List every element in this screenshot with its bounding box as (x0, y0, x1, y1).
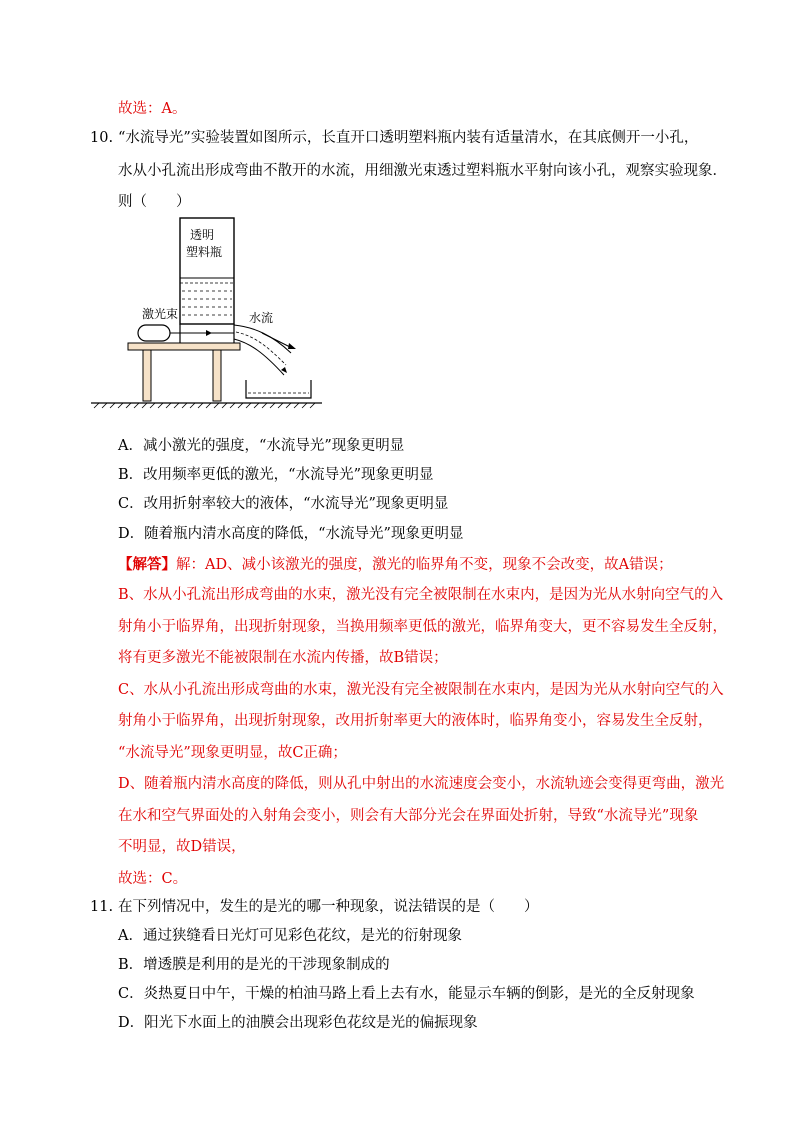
solution-final-answer: 故选：C。 (118, 871, 188, 887)
table-leg-left (143, 350, 151, 401)
q11-option-c: C．炎热夏日中午，干燥的柏油马路上看上去有水，能显示车辆的倒影，是光的全反射现象 (118, 986, 695, 1002)
table-leg-right (213, 350, 221, 401)
solution-line-1 (118, 555, 673, 575)
question-10-stem-line-3: 则（ ） (118, 194, 191, 210)
question-11-stem: 在下列情况中，发生的是光的哪一种现象，说法错误的是（ ） (118, 899, 539, 915)
solution-line-6: 射角小于临界角，出现折射现象，改用折射率更大的液体时，临界角变小，容易发生全反射， (118, 713, 713, 729)
laser-beam-arrow (206, 330, 212, 336)
bottle-label-line-1: 透明 (190, 228, 215, 242)
ground-hatching (94, 403, 315, 408)
basin (246, 380, 311, 398)
flow-label: 水流 (249, 311, 274, 325)
q10-option-d: D．随着瓶内清水高度的降低，“水流导光”现象更明显 (118, 526, 464, 542)
solution-line-10: 不明显，故D错误， (118, 839, 246, 855)
previous-answer: 故选：A。 (118, 101, 187, 117)
solution-line-3: 射角小于临界角，出现折射现象，当换用频率更低的激光，临界角变大，更不容易发生全反射， (118, 619, 727, 635)
question-10-stem-line-1: “水流导光”实验装置如图所示，长直开口透明塑料瓶内装有适量清水，在其底侧开一小孔， (118, 130, 699, 146)
question-10-number: 10. (90, 130, 114, 146)
solution-line-5: C、水从小孔流出形成弯曲的水束，激光没有完全被限制在水束内，是因为光从水射向空气的入 (118, 682, 724, 698)
solution-line-4: 将有更多激光不能被限制在水流内传播，故B错误； (118, 650, 448, 666)
solution-line-2: B、水从小孔流出形成弯曲的水束，激光没有完全被限制在水束内，是因为光从水射向空气的入 (118, 587, 724, 603)
question-11-number: 11. (90, 899, 114, 915)
q11-option-a: A．通过狭缝看日光灯可见彩色花纹，是光的衍射现象 (118, 928, 462, 944)
laser-label: 激光束 (142, 307, 179, 321)
solution-line-1-text: 解：AD、减小该激光的强度，激光的临界角不变，现象不会改变，故A错误； (176, 557, 673, 573)
solution-line-8: D、随着瓶内清水高度的降低，则从孔中射出的水流速度会变小，水流轨迹会变得更弯曲，激光 (118, 776, 725, 792)
water-light-guide-figure (86, 215, 326, 410)
q10-option-c: C．改用折射率较大的液体，“水流导光”现象更明显 (118, 496, 449, 512)
table-top (128, 343, 240, 350)
laser-device (138, 325, 170, 341)
refracted-ray-arrow (288, 343, 296, 349)
stream-center-line (236, 332, 286, 365)
solution-tag: 【解答】 (118, 556, 176, 573)
solution-line-7: “水流导光”现象更明显，故C正确； (118, 745, 347, 761)
refracted-ray (262, 333, 292, 348)
q10-option-b: B．改用频率更低的激光，“水流导光”现象更明显 (118, 467, 434, 483)
question-10-stem-line-2: 水从小孔流出形成弯曲不散开的水流，用细激光束透过塑料瓶水平射向该小孔，观察实验现象． (118, 163, 727, 179)
q11-option-d: D．阳光下水面上的油膜会出现彩色花纹是光的偏振现象 (118, 1015, 478, 1031)
bottle-label-line-2: 塑料瓶 (186, 245, 223, 259)
solution-line-9: 在水和空气界面处的入射角会变小，则会有大部分光会在界面处折射，导致“水流导光”现象 (118, 808, 699, 824)
q11-option-b: B．增透膜是利用的是光的干涉现象制成的 (118, 957, 390, 973)
q10-option-a: A．减小激光的强度，“水流导光”现象更明显 (118, 438, 405, 454)
water-stream (234, 325, 291, 375)
